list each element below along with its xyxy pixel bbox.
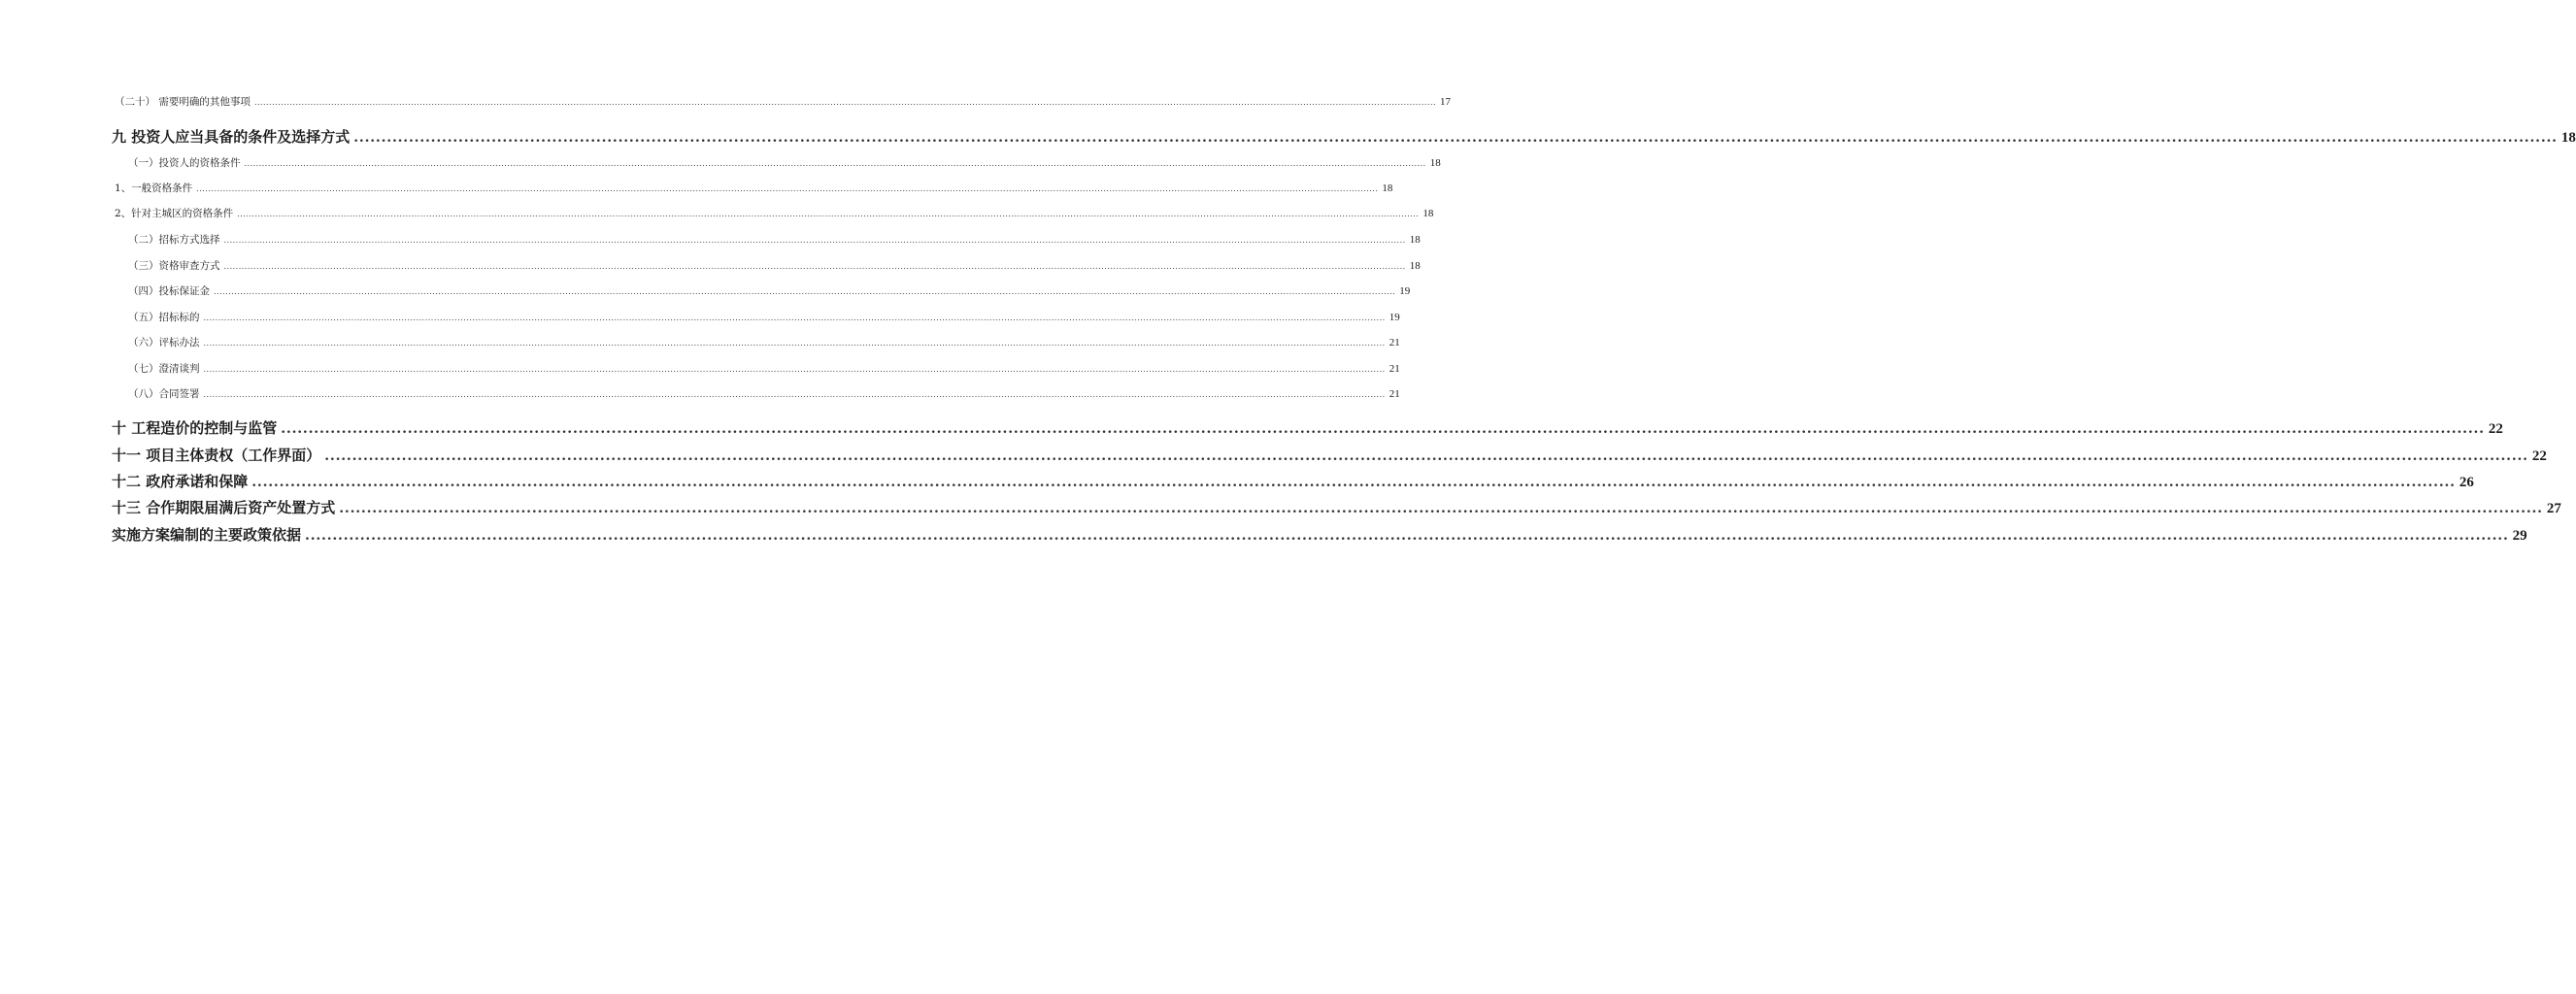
- toc-entry-page: 18: [2560, 130, 2576, 146]
- toc-entry-page: 18: [1409, 260, 1421, 272]
- dot-leader: ................................................................................................................................................................................................................................................................................................................................................................................................................: [223, 236, 1406, 245]
- toc-entry-title: （五）招标标的: [128, 312, 200, 323]
- toc-entry-title: 十三 合作期限届满后资产处置方式: [112, 499, 336, 516]
- toc-entry-title: （七）澄清谈判: [128, 363, 200, 375]
- dot-leader: ................................................................................................................................................................................................................................................................................................................................................................................................................: [324, 448, 2528, 464]
- dot-leader: ................................................................................................................................................................................................................................................................................................................................................................................................................: [203, 390, 1386, 399]
- toc-entry-9-7[interactable]: [128, 361, 1400, 376]
- toc-entry-title: （四）投标保证金: [128, 285, 210, 297]
- dot-leader: ................................................................................................................................................................................................................................................................................................................................................................................................................: [237, 210, 1420, 218]
- toc-entry-title: （三）资格审查方式: [128, 260, 220, 272]
- dot-leader: ................................................................................................................................................................................................................................................................................................................................................................................................................: [203, 339, 1386, 348]
- toc-entry-page: 21: [1388, 337, 1400, 348]
- toc-entry-title: 九 投资人应当具备的条件及选择方式: [112, 128, 351, 146]
- toc-entry-chapter-11[interactable]: [112, 445, 2547, 465]
- toc-entry-title: 十二 政府承诺和保障: [112, 473, 249, 490]
- dot-leader: ................................................................................................................................................................................................................................................................................................................................................................................................................: [353, 130, 2558, 146]
- toc-entry-title: （二十） 需要明确的其他事项: [115, 96, 251, 108]
- toc-entry-page: 17: [1440, 96, 1452, 108]
- toc-entry-20[interactable]: [115, 94, 1452, 109]
- dot-leader: ................................................................................................................................................................................................................................................................................................................................................................................................................: [281, 421, 2485, 437]
- toc-entry-9-6[interactable]: [128, 335, 1400, 349]
- toc-entry-chapter-10[interactable]: [112, 417, 2503, 438]
- toc-entry-9-1-2[interactable]: [115, 206, 1434, 220]
- toc-entry-page: 21: [1388, 363, 1400, 375]
- toc-entry-page: 21: [1388, 388, 1400, 400]
- toc-entry-page: 18: [1422, 208, 1434, 219]
- dot-leader: ................................................................................................................................................................................................................................................................................................................................................................................................................: [253, 98, 1437, 107]
- dot-leader: ................................................................................................................................................................................................................................................................................................................................................................................................................: [196, 184, 1379, 193]
- toc-entry-9-4[interactable]: [128, 283, 1411, 298]
- dot-leader: ................................................................................................................................................................................................................................................................................................................................................................................................................: [244, 159, 1426, 168]
- toc-entry-title: 十一 项目主体责权（工作界面）: [112, 447, 321, 464]
- toc-entry-9-8[interactable]: [128, 386, 1400, 401]
- toc-entry-title: （八）合同签署: [128, 388, 200, 400]
- toc-entry-page: 27: [2546, 501, 2561, 516]
- toc-entry-title: 十 工程造价的控制与监管: [112, 419, 278, 437]
- toc-entry-9-2[interactable]: [128, 232, 1421, 247]
- toc-entry-9-1-1[interactable]: [115, 181, 1393, 195]
- toc-entry-chapter-9[interactable]: [112, 126, 2576, 147]
- toc-entry-page: 19: [1388, 312, 1400, 323]
- toc-entry-page: 26: [2459, 475, 2474, 490]
- toc-entry-9-1[interactable]: [128, 155, 1441, 170]
- toc-entry-title: （二）招标方式选择: [128, 234, 220, 246]
- dot-leader: ................................................................................................................................................................................................................................................................................................................................................................................................................: [305, 528, 2509, 544]
- dot-leader: ................................................................................................................................................................................................................................................................................................................................................................................................................: [203, 365, 1386, 374]
- toc-entry-title: （六）评标办法: [128, 337, 200, 348]
- dot-leader: ................................................................................................................................................................................................................................................................................................................................................................................................................: [339, 501, 2543, 516]
- dot-leader: ................................................................................................................................................................................................................................................................................................................................................................................................................: [223, 262, 1406, 271]
- toc-entry-chapter-13[interactable]: [112, 497, 2561, 517]
- toc-entry-page: 19: [1399, 285, 1411, 297]
- toc-entry-title: 1、一般资格条件: [115, 182, 193, 194]
- dot-leader: ................................................................................................................................................................................................................................................................................................................................................................................................................: [251, 475, 2456, 490]
- dot-leader: ................................................................................................................................................................................................................................................................................................................................................................................................................: [203, 314, 1386, 322]
- dot-leader: ................................................................................................................................................................................................................................................................................................................................................................................................................: [214, 287, 1396, 296]
- toc-entry-page: 29: [2512, 528, 2527, 544]
- toc-entry-page: 22: [2488, 421, 2503, 437]
- toc-entry-title: 2、针对主城区的资格条件: [115, 208, 234, 219]
- toc-entry-title: 实施方案编制的主要政策依据: [112, 526, 302, 544]
- toc-entry-page: 18: [1409, 234, 1421, 246]
- toc-entry-9-3[interactable]: [128, 258, 1421, 273]
- toc-entry-page: 18: [1382, 182, 1393, 194]
- toc-entry-page: 22: [2531, 448, 2547, 464]
- toc-entry-title: （一）投资人的资格条件: [128, 157, 241, 169]
- toc-entry-9-5[interactable]: [128, 310, 1400, 324]
- toc-entry-page: 18: [1429, 157, 1441, 169]
- toc-entry-policy-basis[interactable]: [112, 524, 2527, 545]
- toc-entry-chapter-12[interactable]: [112, 471, 2474, 491]
